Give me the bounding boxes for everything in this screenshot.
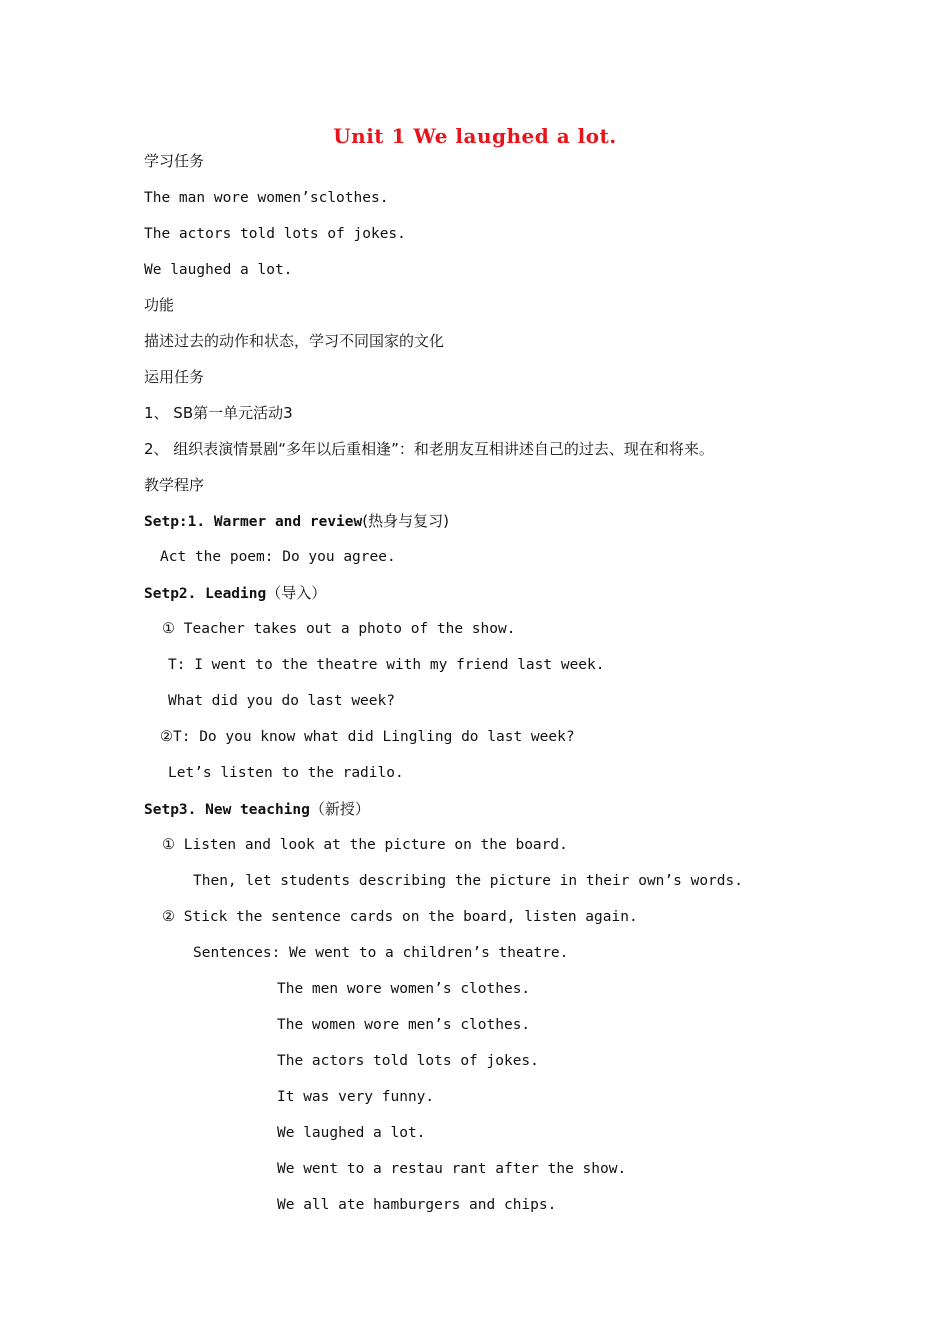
step-line: What did you do last week? (168, 693, 395, 709)
target-sentence: The actors told lots of jokes. (144, 226, 406, 242)
application-task-item: 2、 组织表演情景剧“多年以后重相逢”：和老朋友互相讲述自己的过去、现在和将来。 (144, 440, 714, 458)
step-line: Sentences: We went to a children’s theatre. (193, 945, 569, 961)
step-heading-text: Setp3. New teaching (144, 802, 310, 818)
section-heading-teaching-procedure: 教学程序 (144, 476, 205, 494)
step-line: ② Stick the sentence cards on the board, listen again. (162, 909, 638, 925)
sentence-card: The actors told lots of jokes. (277, 1053, 539, 1069)
section-heading-function: 功能 (144, 296, 175, 314)
sentence-card: The men wore women’s clothes. (277, 981, 531, 997)
step-heading (144, 583, 326, 604)
step-line: Act the poem: Do you agree. (160, 549, 396, 565)
step-line: ②T: Do you know what did Lingling do last week? (160, 729, 575, 745)
sentence-card: The women wore men’s clothes. (277, 1017, 531, 1033)
step-line: Let’s listen to the radilo. (168, 765, 404, 781)
document-title: Unit 1 We laughed a lot. (333, 124, 617, 148)
step-heading-cn: （新授） (309, 800, 370, 818)
step-line: ① Listen and look at the picture on the board. (162, 837, 568, 853)
sentence-card: We laughed a lot. (277, 1125, 426, 1141)
step-line: T: I went to the theatre with my friend last week. (168, 657, 605, 673)
step-line: ① Teacher takes out a photo of the show. (162, 621, 516, 637)
step-heading (144, 799, 370, 820)
sentence-card: It was very funny. (277, 1089, 435, 1105)
step-heading (144, 511, 449, 532)
step-heading-text: Setp2. Leading (144, 586, 267, 602)
step-heading-cn: (热身与复习) (362, 512, 449, 530)
section-heading-application-tasks: 运用任务 (144, 368, 205, 386)
sentence-card: We went to a restau rant after the show. (277, 1161, 627, 1177)
target-sentence: The man wore women’sclothes. (144, 190, 389, 206)
step-heading-text: Setp:1. Warmer and review (144, 514, 363, 530)
step-line: Then, let students describing the picture in their own’s words. (193, 873, 743, 889)
application-task-item: 1、 SB第一单元活动3 (144, 404, 293, 422)
sentence-card: We all ate hamburgers and chips. (277, 1197, 557, 1213)
target-sentence: We laughed a lot. (144, 262, 293, 278)
step-heading-cn: （导入） (266, 584, 327, 602)
section-heading-learning-tasks: 学习任务 (144, 152, 205, 170)
function-description: 描述过去的动作和状态，学习不同国家的文化 (144, 332, 445, 350)
